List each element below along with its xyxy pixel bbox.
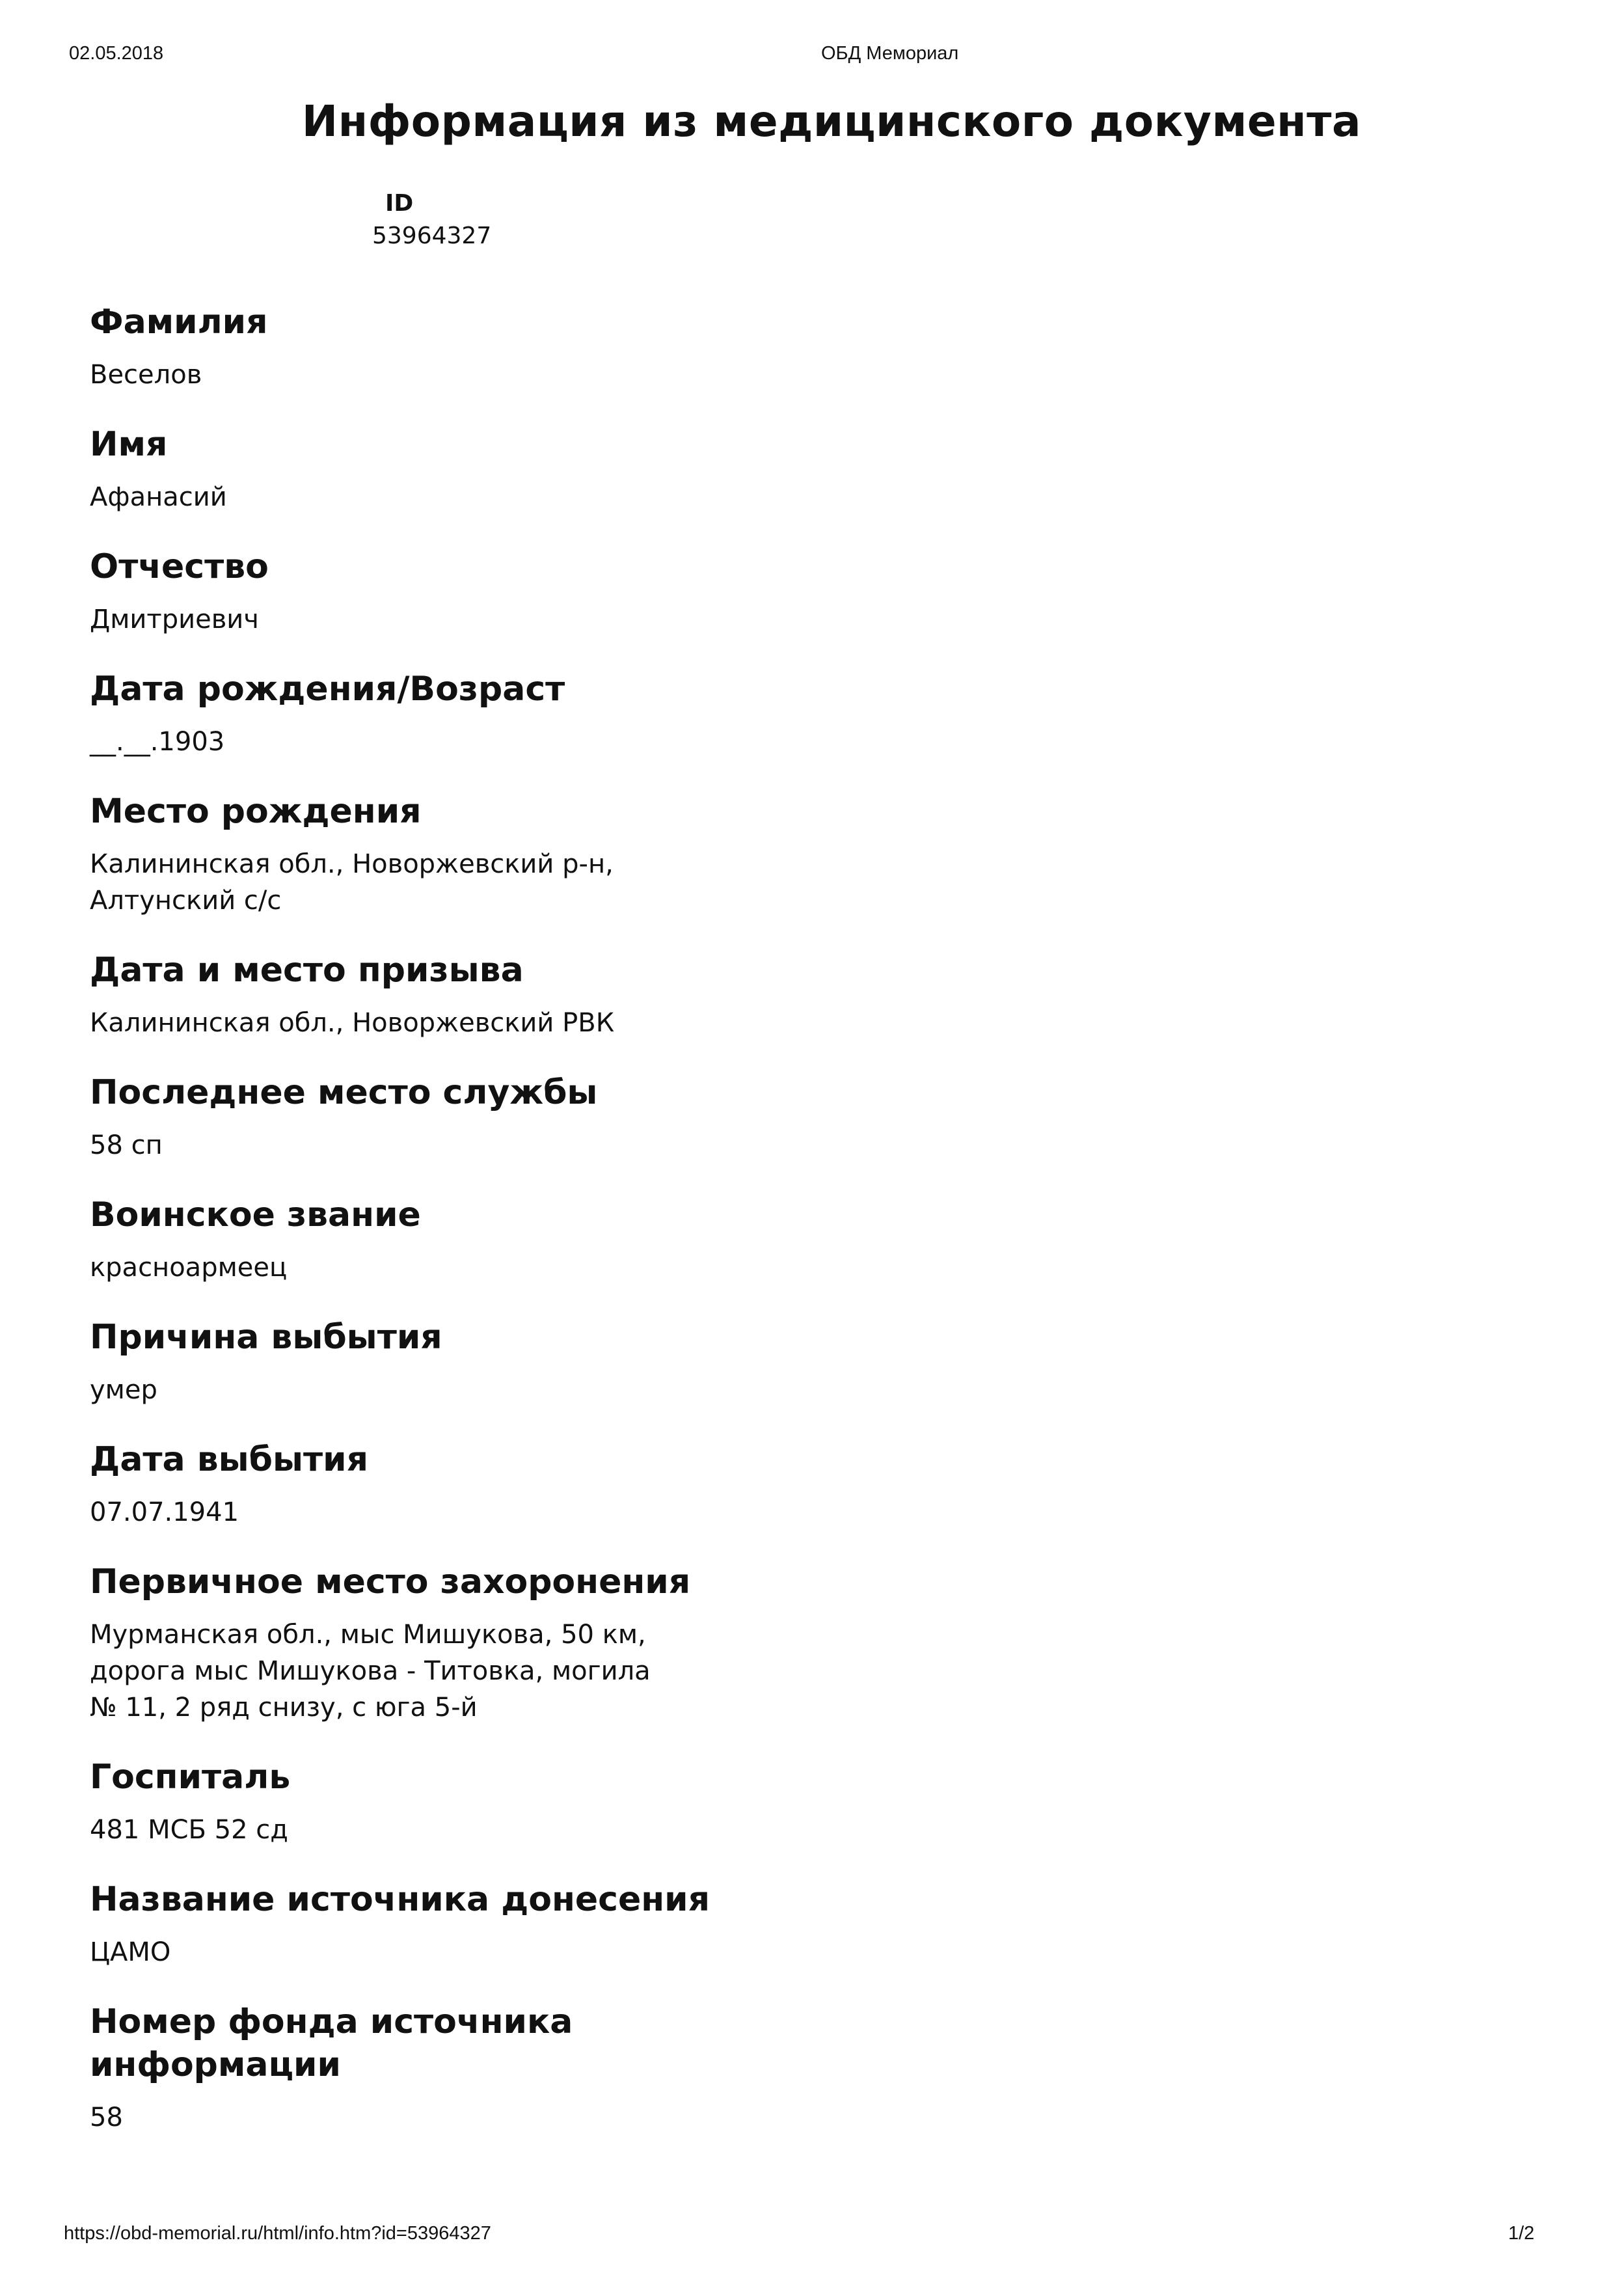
field-source-name bbox=[90, 1878, 805, 1970]
field-label: Первичное место захоронения bbox=[90, 1562, 691, 1601]
field-value: Дмитриевич bbox=[90, 605, 259, 634]
field-value: красноармеец bbox=[90, 1253, 288, 1283]
field-label: Название источника донесения bbox=[90, 1880, 710, 1919]
field-loss-reason bbox=[90, 1316, 805, 1408]
field-birth-place bbox=[90, 790, 805, 919]
field-value: Калининская обл., Новоржевский р-н, Алтунский с/с bbox=[90, 849, 614, 916]
field-value: Веселов bbox=[90, 360, 202, 390]
print-footer bbox=[0, 2223, 1624, 2252]
print-date: 02.05.2018 bbox=[69, 43, 164, 64]
field-label: Госпиталь bbox=[90, 1758, 291, 1797]
record-id-block bbox=[372, 187, 491, 252]
field-value: умер bbox=[90, 1375, 157, 1405]
field-label: Последнее место службы bbox=[90, 1073, 598, 1112]
field-label: Фамилия bbox=[90, 303, 268, 342]
field-patronymic bbox=[90, 545, 805, 638]
field-value: __.__.1903 bbox=[90, 727, 225, 757]
field-label: Причина выбытия bbox=[90, 1318, 442, 1357]
document-title: Информация из медицинского документа bbox=[301, 96, 1362, 146]
field-fund-number bbox=[90, 2000, 805, 2136]
field-label: Воинское звание bbox=[90, 1195, 421, 1234]
record-id-value: 53964327 bbox=[372, 223, 492, 249]
field-burial-place bbox=[90, 1560, 805, 1726]
field-value: 481 МСБ 52 сд bbox=[90, 1815, 288, 1845]
field-value: 07.07.1941 bbox=[90, 1497, 239, 1527]
field-label: Дата выбытия bbox=[90, 1440, 368, 1479]
field-value: 58 bbox=[90, 2103, 123, 2132]
field-label: Место рождения bbox=[90, 792, 422, 831]
field-label: Номер фонда источника информации bbox=[90, 2002, 573, 2084]
field-first-name bbox=[90, 423, 805, 515]
print-url: https://obd-memorial.ru/html/info.htm?id=53964327 bbox=[64, 2223, 491, 2244]
print-page-number: 1/2 bbox=[1508, 2223, 1535, 2244]
field-value: Калининская обл., Новоржевский РВК bbox=[90, 1008, 615, 1038]
field-label: Отчество bbox=[90, 547, 269, 586]
field-military-rank bbox=[90, 1193, 805, 1286]
field-conscription bbox=[90, 949, 805, 1041]
record-id-label: ID bbox=[385, 190, 414, 217]
field-last-service bbox=[90, 1071, 805, 1164]
field-value: 58 сп bbox=[90, 1130, 163, 1160]
print-site-name: ОБД Мемориал bbox=[821, 43, 959, 64]
print-header bbox=[0, 43, 1624, 75]
field-birth-date bbox=[90, 668, 805, 760]
field-value: Афанасий bbox=[90, 482, 227, 512]
field-list bbox=[90, 301, 805, 2166]
field-label: Имя bbox=[90, 425, 168, 464]
field-hospital bbox=[90, 1756, 805, 1848]
field-surname bbox=[90, 301, 805, 393]
field-value: ЦАМО bbox=[90, 1937, 171, 1967]
field-loss-date bbox=[90, 1438, 805, 1531]
field-value: Мурманская обл., мыс Мишукова, 50 км, дорога мыс Мишукова - Титовка, могила № 11, 2 ряд снизу, с юга 5-й bbox=[90, 1620, 651, 1723]
field-label: Дата и место призыва bbox=[90, 951, 524, 990]
field-label: Дата рождения/Возраст bbox=[90, 670, 565, 709]
